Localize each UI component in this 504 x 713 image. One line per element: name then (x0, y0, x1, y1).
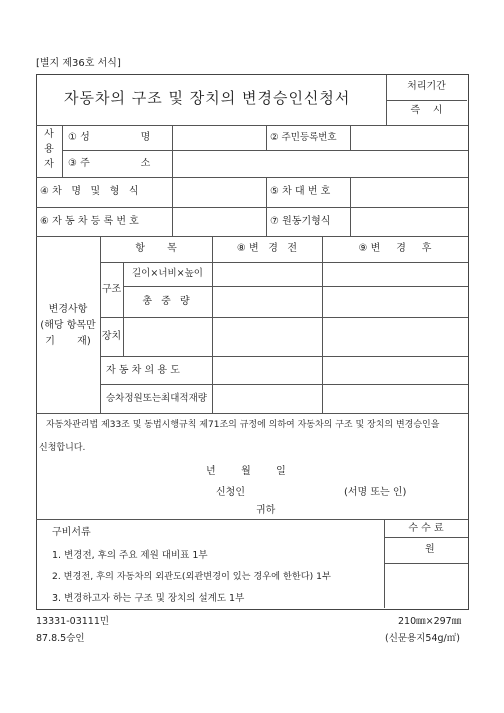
device-before-field[interactable] (213, 318, 321, 355)
name-field[interactable] (173, 126, 265, 149)
model-label: ④ 차 명 및 형 식 (40, 186, 139, 197)
documents-item-2: 2. 변경전, 후의 자동차의 외관도(외관변경이 있는 경우에 한한다) 1부 (52, 571, 331, 582)
weight-before-field[interactable] (213, 287, 321, 316)
fee-amount-field[interactable] (385, 538, 423, 562)
capacity-after-field[interactable] (323, 385, 467, 412)
model-field[interactable] (173, 178, 265, 206)
dims-before-field[interactable] (213, 263, 321, 285)
footer-approval: 87.8.5승인 (36, 633, 85, 644)
weight-after-field[interactable] (323, 287, 467, 316)
footer-paper-type: (신문용지54g/㎡) (385, 633, 460, 644)
rrn-label: ② 주민등록번호 (270, 132, 337, 143)
documents-item-3: 3. 변경하고자 하는 구조 및 장치의 설계도 1부 (52, 593, 245, 604)
form-title: 자동차의 구조 및 장치의 변경승인신청서 (64, 89, 351, 107)
applicant-label-1: 사 (44, 129, 54, 140)
chassis-field[interactable] (351, 178, 467, 206)
name-label: ① 성 명 (68, 132, 151, 143)
applicant-label-3: 자 (44, 159, 54, 170)
weight-label: 총 중 량 (142, 296, 193, 307)
device-label: 장치 (101, 331, 122, 342)
motor-field[interactable] (351, 208, 467, 235)
applicant-label-2: 용 (44, 144, 54, 155)
declaration-line-1: 자동차관리법 제33조 및 동법시행규칙 제71조의 규정에 의하여 자동차의 구조 및 장치의 변경승인을 (46, 420, 440, 430)
fee-unit: 원 (425, 544, 435, 555)
applicant-sign-label: 신청인 (216, 487, 245, 498)
usage-after-field[interactable] (323, 357, 467, 383)
declaration-date: 년 월 일 (206, 466, 286, 477)
fee-label: 수 수 료 (408, 523, 444, 534)
regno-label: ⑥ 자 동 차 등 록 번 호 (40, 216, 139, 227)
dims-label: 길이×너비×높이 (132, 268, 203, 279)
usage-label: 자 동 차 의 용 도 (106, 365, 180, 376)
regno-field[interactable] (173, 208, 265, 235)
declaration-line-2: 신청합니다. (39, 443, 86, 453)
motor-label: ⑦ 원동기형식 (270, 216, 331, 227)
form-reference: [별지 제36호 서식] (36, 58, 121, 69)
changes-group-label-2: (해당 항목만 (40, 320, 96, 331)
address-label: ③ 주 소 (68, 158, 151, 169)
structure-label: 구조 (101, 284, 122, 295)
addressee-label: 귀하 (256, 505, 276, 516)
processing-period-label: 처리기간 (407, 81, 446, 92)
rrn-field[interactable] (351, 126, 467, 149)
capacity-label: 승차정원또는최대적재량 (106, 393, 207, 404)
sign-or-seal-label: (서명 또는 인) (344, 487, 407, 498)
header-before: ⑧ 변 경 전 (236, 243, 298, 254)
device-after-field[interactable] (323, 318, 467, 355)
documents-title: 구비서류 (52, 527, 91, 538)
address-field[interactable] (173, 151, 467, 176)
footer-paper-size: 210㎜×297㎜ (398, 616, 462, 627)
documents-item-1: 1. 변경전, 후의 주요 제원 대비표 1부 (52, 550, 208, 561)
processing-period-value: 즉 시 (410, 105, 443, 116)
header-after: ⑨ 변 경 후 (358, 243, 432, 254)
chassis-label: ⑤ 차 대 번 호 (270, 186, 331, 197)
changes-group-label-3: 기 재) (45, 336, 91, 347)
changes-group-label-1: 변경사항 (48, 304, 88, 315)
dims-after-field[interactable] (323, 263, 467, 285)
applicant-sign-field[interactable] (255, 484, 340, 500)
header-item: 항 목 (135, 243, 177, 254)
usage-before-field[interactable] (213, 357, 321, 383)
footer-form-code: 13331-03111민 (36, 616, 110, 627)
capacity-before-field[interactable] (213, 385, 321, 412)
